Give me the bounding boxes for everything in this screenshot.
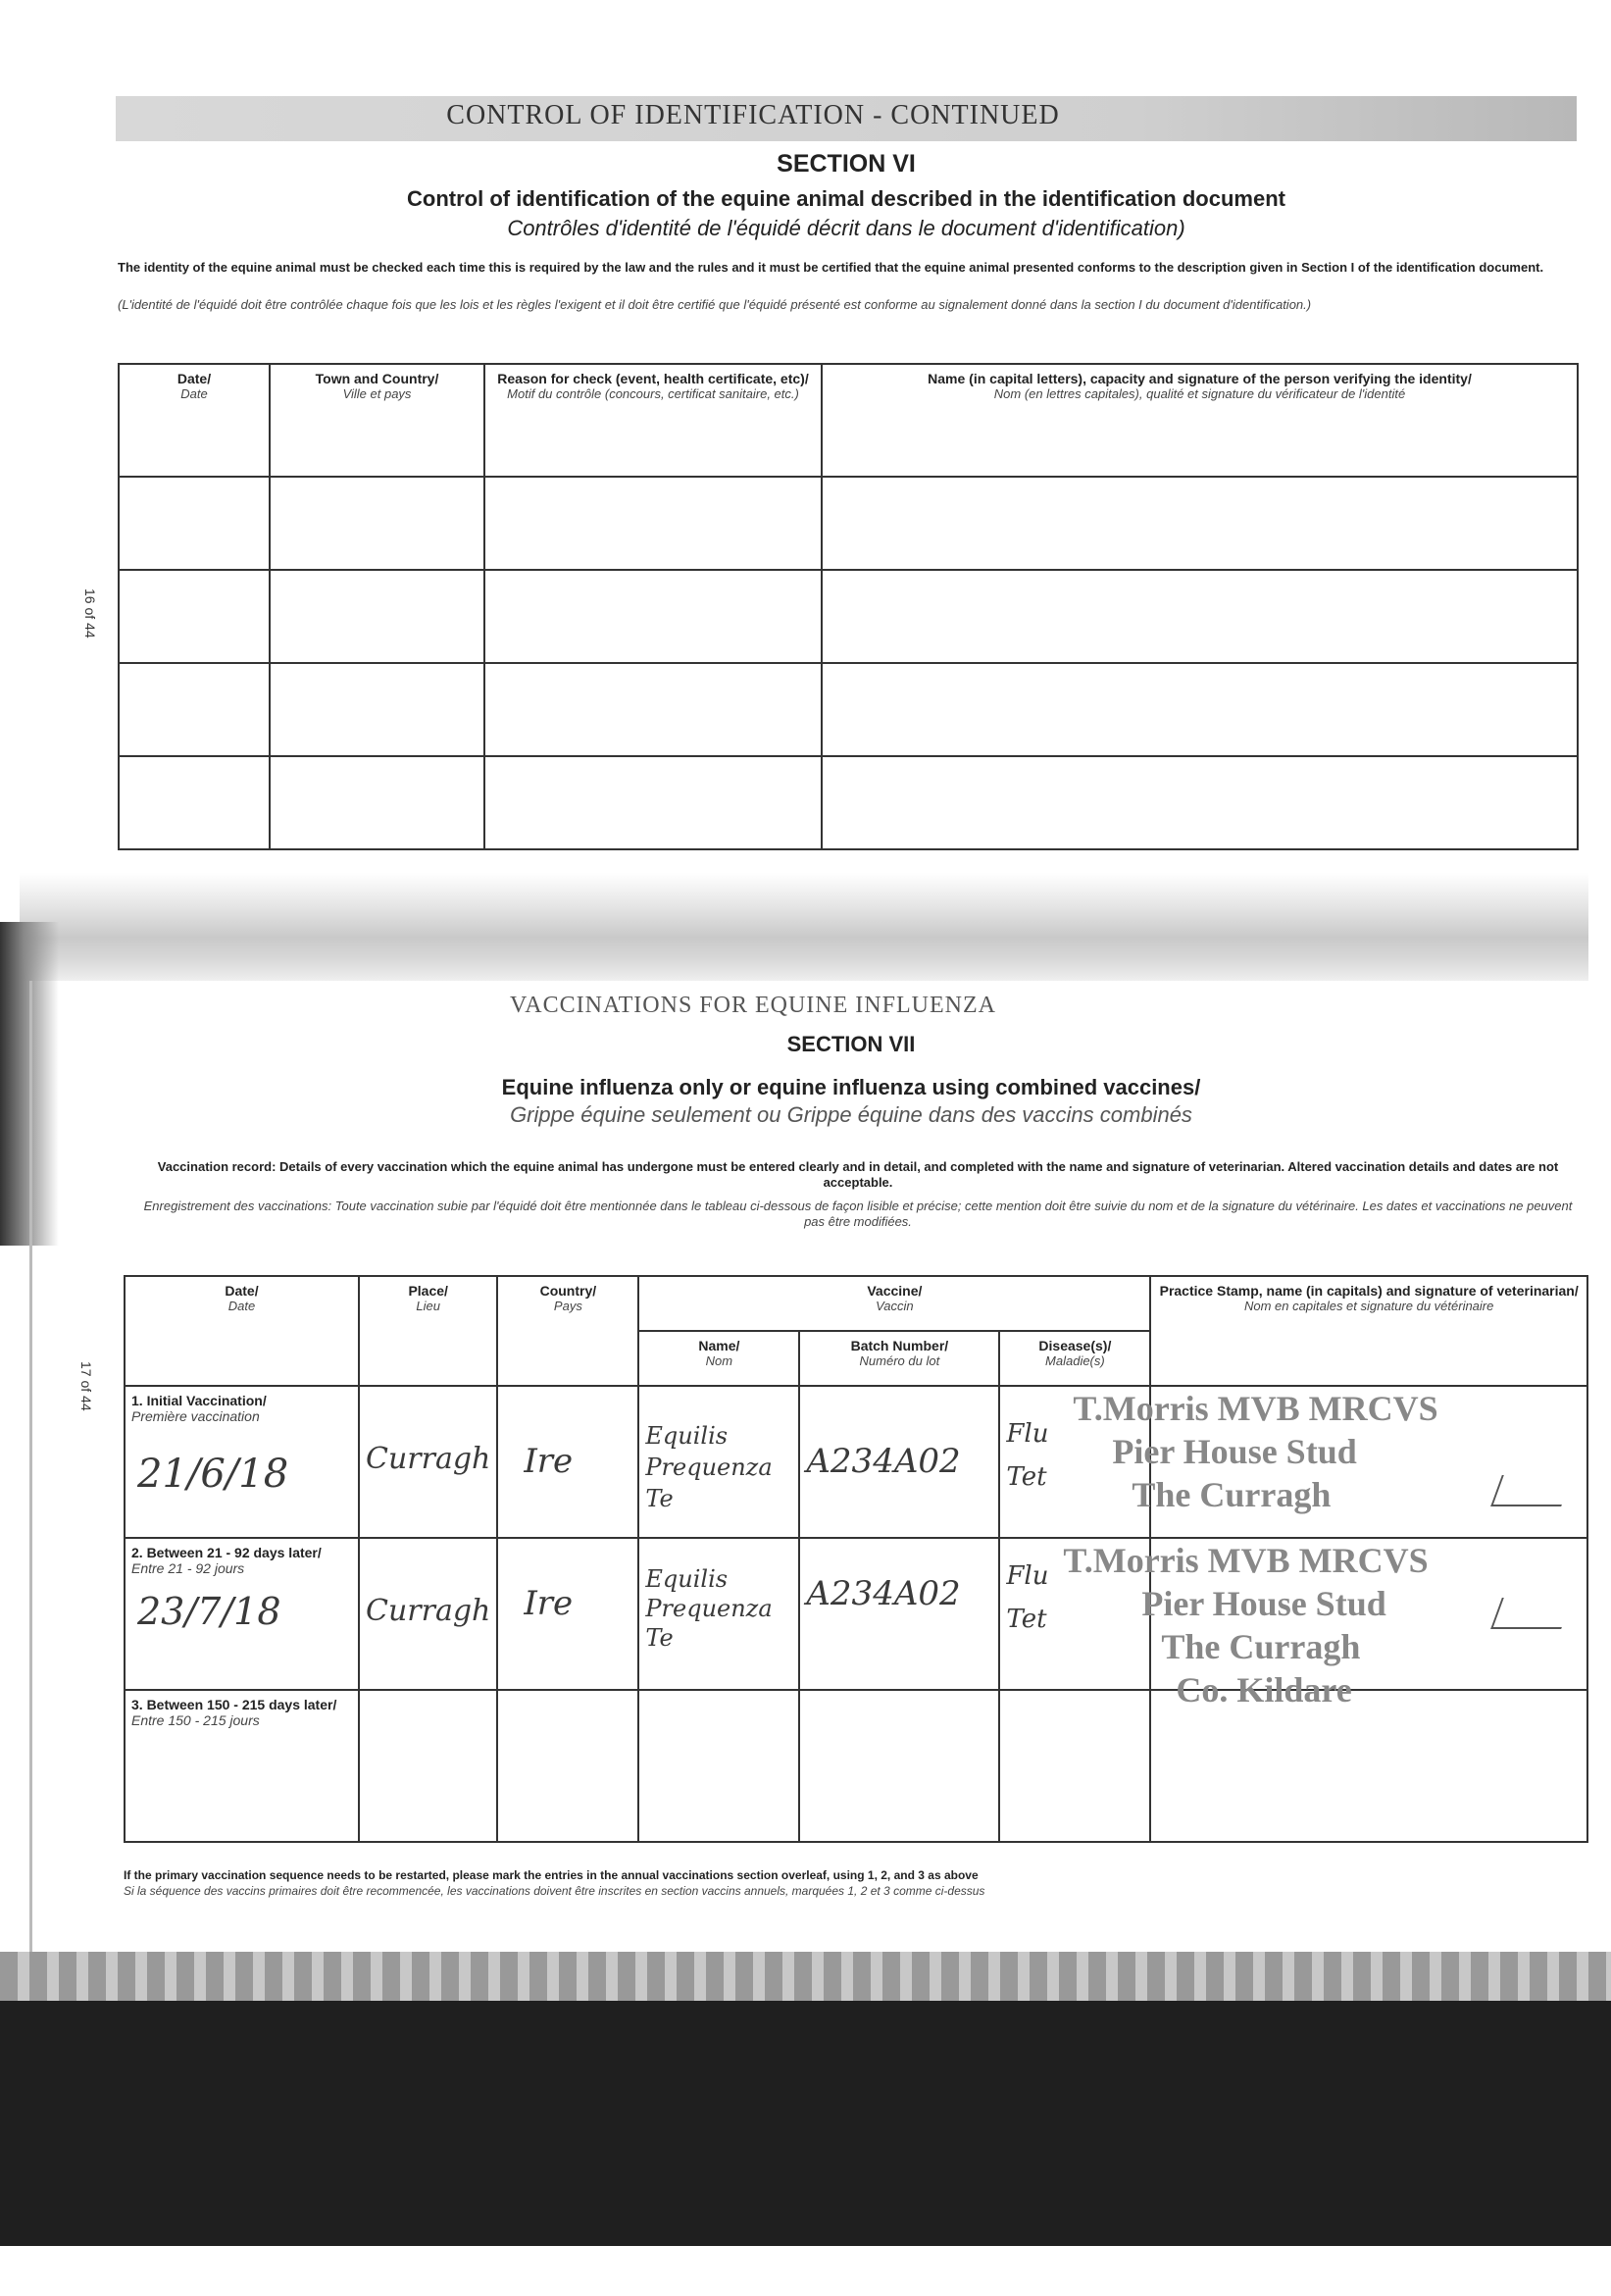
section7-instructions-fr: Enregistrement des vaccinations: Toute vaccination subie par l'équidé doit être mentionnée dans le tableau ci-dessous de façon lisible et précise; cette mention doit être suivie du nom et de la signature du vétérinaire. Les dates et vaccinations ne peuvent pas être modifiées. [143,1199,1573,1229]
col-vaccine-name-en: Name/ [698,1338,740,1353]
col-disease-en: Disease(s)/ [1038,1338,1112,1353]
vacc-row1-stamp-cell[interactable] [1073,1386,1587,1538]
col-country-header [497,1276,638,1386]
vacc-row2-batch-cell[interactable] [799,1538,999,1690]
vacc-row3-disease-cell[interactable] [999,1690,1150,1842]
col-reason-header [484,364,822,477]
col-verifier-header [822,364,1578,477]
vet-stamp-2-line2: Pier House Stud [1141,1584,1386,1623]
vacc-row1-date-cell[interactable] [125,1386,359,1538]
cell-verifier[interactable] [822,756,1578,849]
identity-check-row [119,477,1578,570]
vet-signature-2 [1490,1598,1573,1629]
col-stamp-en: Practice Stamp, name (in capitals) and signature of veterinarian/ [1159,1283,1579,1299]
col-vaccine-name-fr: Nom [705,1353,733,1368]
section6-title-en: Control of identification of the equine animal described in the identification document [407,186,1285,211]
vaccination-table [124,1275,1588,1843]
col-town-fr: Ville et pays [342,386,412,401]
cell-date[interactable] [119,663,270,756]
vet-stamp-2-line1: T.Morris MVB MRCVS [1063,1541,1429,1580]
section6-instructions-fr: (L'identité de l'équidé doit être contrôlée chaque fois que les lois et les règles l'exigent et il doit être certifié que l'équidé présenté est conforme au signalement donné dans la section I du document d'identification.) [118,297,1312,312]
vacc-row2-stamp-cell[interactable] [1063,1538,1587,1709]
col-vaccine-en: Vaccine/ [867,1283,923,1299]
col-stamp-fr: Nom en capitales et signature du vétérinaire [1244,1299,1494,1313]
vet-stamp-1-line3: The Curragh [1132,1475,1332,1514]
col-town-en: Town and Country/ [315,371,439,386]
footnote-en: If the primary vaccination sequence needs to be restarted, please mark the entries in the annual vaccinations section overleaf, using 1, 2, and 3 as above [124,1868,979,1882]
col-verifier-fr: Nom (en lettres capitales), qualité et signature du vérificateur de l'identité [993,386,1406,401]
vacc-row2-label-en: 2. Between 21 - 92 days later/ [131,1545,322,1560]
col-reason-fr: Motif du contrôle (concours, certificat sanitaire, etc.) [507,386,799,401]
col-vacc-date-fr: Date [227,1299,256,1313]
vacc-row1-country: Ire [524,1442,574,1481]
vacc-row3-date-cell[interactable] [125,1690,359,1842]
vacc-row2-label [131,1545,352,1576]
section6-instructions-en: The identity of the equine animal must be checked each time this is required by the law and the rules and it must be certified that the equine animal presented conforms to the description given in Section I of the identification document. [118,260,1544,275]
col-place-fr: Lieu [416,1299,440,1313]
vacc-row1-batch: A234A02 [806,1442,961,1481]
scan-dark-band [0,2001,1611,2246]
col-disease-header [999,1331,1150,1386]
vet-stamp-2-line3: The Curragh [1161,1627,1361,1666]
section6-banner-title: CONTROL OF IDENTIFICATION - CONTINUED [446,100,1060,130]
vacc-row1-label-en: 1. Initial Vaccination/ [131,1393,267,1408]
vacc-row2-label-fr: Entre 21 - 92 jours [131,1560,245,1576]
cell-reason[interactable] [484,477,822,570]
cell-town[interactable] [270,756,484,849]
vacc-row1-place: Curragh [366,1442,491,1476]
vacc-row1-name: Equilis Prequenza Te [645,1422,773,1512]
section6-label: SECTION VI [777,150,916,178]
vaccination-row-1 [125,1386,1587,1538]
section6-title-fr: Contrôles d'identité de l'équidé décrit dans le document d'identification) [507,216,1185,240]
vet-stamp-1-line2: Pier House Stud [1112,1432,1357,1471]
col-vaccine-header [638,1276,1150,1331]
identity-check-row [119,663,1578,756]
vacc-row3-label-en: 3. Between 150 - 215 days later/ [131,1697,337,1712]
cell-town[interactable] [270,477,484,570]
cell-reason[interactable] [484,756,822,849]
col-country-fr: Pays [553,1299,582,1313]
col-country-en: Country/ [539,1283,597,1299]
vet-signature-1 [1490,1475,1573,1506]
section7-instructions-en: Vaccination record: Details of every vaccination which the equine animal has undergone must be entered clearly and in detail, and completed with the name and signature of veterinarian. Altered vaccination details and dates are not acceptable. [157,1159,1559,1190]
section7-label: SECTION VII [786,1032,916,1056]
col-vaccine-name-header [638,1331,799,1386]
vacc-row1-place-cell[interactable] [359,1386,497,1538]
col-place-header [359,1276,497,1386]
vacc-row2-name: Equilis Prequenza Te [645,1565,773,1652]
vacc-row2-date-cell[interactable] [125,1538,359,1690]
col-reason-en: Reason for check (event, health certificate, etc)/ [497,371,809,386]
identity-check-header-row [119,364,1578,477]
vacc-row3-stamp-cell[interactable] [1150,1690,1587,1842]
col-stamp-header [1150,1276,1587,1386]
col-vacc-date-en: Date/ [225,1283,259,1299]
page-number-lower: 17 of 44 [78,1361,94,1411]
vacc-row2-disease: Flu Tet [1006,1561,1049,1634]
cell-verifier[interactable] [822,570,1578,663]
col-town-header [270,364,484,477]
vacc-row2-place: Curragh [366,1594,491,1628]
vacc-row1-label [131,1393,352,1424]
vaccination-header-row-1 [125,1276,1587,1331]
footnote-fr: Si la séquence des vaccins primaires doit être recommencée, les vaccinations doivent être inscrites en section vaccins annuels, marquées 1, 2 et 3 comme ci-dessus [124,1884,985,1898]
vacc-row2-batch: A234A02 [806,1574,961,1613]
vaccination-row-2 [125,1538,1587,1690]
vacc-row1-date: 21/6/18 [137,1452,289,1497]
vacc-row3-label-fr: Entre 150 - 215 jours [131,1712,260,1728]
vacc-row2-date: 23/7/18 [137,1590,281,1633]
col-date-header [119,364,270,477]
cell-verifier[interactable] [822,477,1578,570]
identity-check-table [118,363,1579,850]
vacc-row3-country-cell[interactable] [497,1690,638,1842]
vacc-row3-batch-cell[interactable] [799,1690,999,1842]
col-date-fr: Date [180,386,208,401]
vacc-row2-country-cell[interactable] [497,1538,638,1690]
col-batch-en: Batch Number/ [850,1338,949,1353]
cell-date[interactable] [119,570,270,663]
col-disease-fr: Maladie(s) [1045,1353,1105,1368]
cell-date[interactable] [119,756,270,849]
cell-reason[interactable] [484,570,822,663]
section7-banner-title: VACCINATIONS FOR EQUINE INFLUENZA [510,993,996,1018]
vaccination-row-3 [125,1690,1587,1842]
vacc-row3-place-cell[interactable] [359,1690,497,1842]
col-vacc-date-header [125,1276,359,1386]
cell-reason[interactable] [484,663,822,756]
vacc-row1-label-fr: Première vaccination [131,1408,260,1424]
col-vaccine-fr: Vaccin [876,1299,914,1313]
cell-date[interactable] [119,477,270,570]
scan-edge-strip [0,1952,1611,2006]
col-date-en: Date/ [176,371,212,386]
vet-stamp-1-line1: T.Morris MVB MRCVS [1073,1389,1438,1428]
col-place-en: Place/ [408,1283,448,1299]
section7-title-en: Equine influenza only or equine influenza using combined vaccines/ [501,1075,1201,1099]
vacc-row1-disease: Flu Tet [1006,1419,1049,1492]
vacc-row1-country-cell[interactable] [497,1386,638,1538]
page-edge-line [29,981,32,1962]
vacc-row2-place-cell[interactable] [359,1538,497,1690]
vacc-row3-name-cell[interactable] [638,1690,799,1842]
identity-check-row [119,756,1578,849]
page-number-upper: 16 of 44 [82,588,98,638]
cell-town[interactable] [270,570,484,663]
col-batch-fr: Numéro du lot [859,1353,940,1368]
section7-title-fr: Grippe équine seulement ou Grippe équine dans des vaccins combinés [510,1102,1192,1127]
vacc-row3-label [131,1697,352,1728]
vacc-row2-country: Ire [524,1584,574,1623]
cell-verifier[interactable] [822,663,1578,756]
vacc-row2-name-cell[interactable] [638,1538,799,1690]
vacc-row1-name-cell[interactable] [638,1386,799,1538]
col-batch-header [799,1331,999,1386]
cell-town[interactable] [270,663,484,756]
vacc-row1-batch-cell[interactable] [799,1386,999,1538]
col-verifier-en: Name (in capital letters), capacity and signature of the person verifying the identity/ [928,371,1472,386]
vet-stamp-2-line4: Co. Kildare [1176,1670,1352,1709]
page-fold [20,873,1588,981]
identity-check-row [119,570,1578,663]
